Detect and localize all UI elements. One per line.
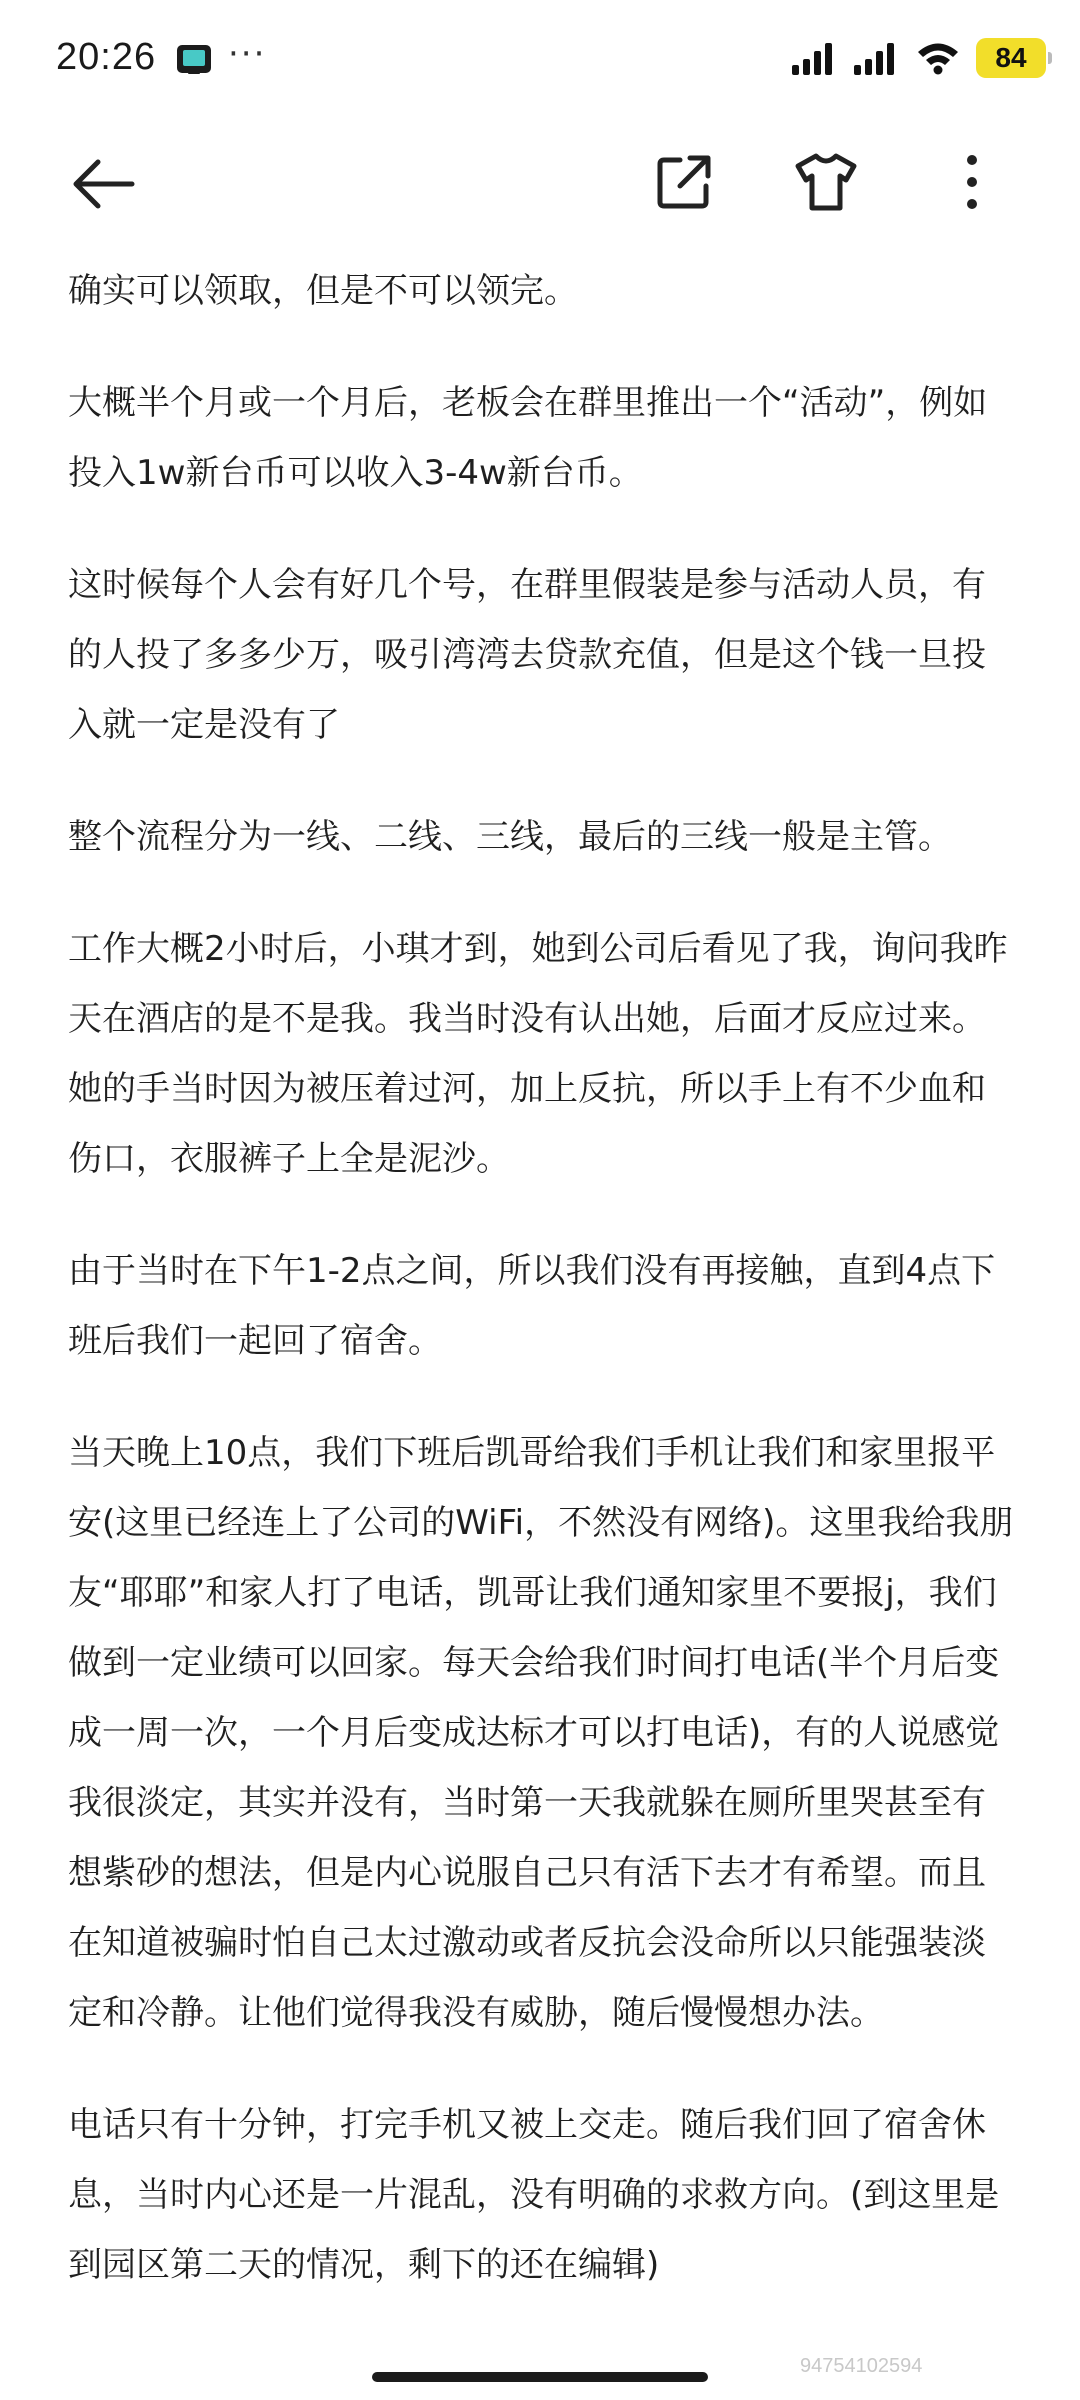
article-body — [68, 256, 1016, 2342]
signal-icon-2 — [854, 41, 900, 75]
share-icon[interactable] — [652, 150, 716, 214]
watermark-text: 94754102594 — [800, 2355, 923, 2377]
theme-shirt-icon[interactable] — [794, 150, 858, 214]
article-paragraph: 这时候每个人会有好几个号，在群里假装是参与活动人员，有的人投了多多少万，吸引湾湾去贷款充值，但是这个钱一旦投入就一定是没有了 — [68, 565, 986, 745]
article-paragraph: 电话只有十分钟，打完手机又被上交走。随后我们回了宿舍休息，当时内心还是一片混乱，没有明确的求救方向。(到这里是到园区第二天的情况，剩下的还在编辑) — [68, 2105, 1000, 2285]
home-indicator[interactable] — [372, 2372, 708, 2382]
article-paragraph: 大概半个月或一个月后，老板会在群里推出一个“活动”，例如投入1w新台币可以收入3-4w新台币。 — [68, 383, 988, 493]
toolbar — [0, 130, 1080, 240]
article-paragraph: 当天晚上10点，我们下班后凯哥给我们手机让我们和家里报平安(这里已经连上了公司的WiFi，不然没有网络)。这里我给我朋友“耶耶”和家人打了电话，凯哥让我们通知家里不要报j，我们做到一定业绩可以回家。每天会给我们时间打电话(半个月后变成一周一次，一个月后变成达标才可以打电话)，有的人说感觉我很淡定，其实并没有，当时第一天我就躲在厕所里哭甚至有想紫砂的想法，但是内心说服自己只有活下去才有希望。而且在知道被骗时怕自己太过激动或者反抗会没命所以只能强装淡定和冷静。让他们觉得我没有威胁，随后慢慢想办法。 — [68, 1433, 1014, 2033]
back-arrow-icon[interactable] — [70, 154, 136, 214]
status-time: 20:26 — [56, 36, 157, 78]
more-vertical-icon[interactable] — [950, 150, 994, 214]
tv-notification-icon — [176, 44, 212, 76]
more-notifications-icon: ··· — [228, 34, 267, 74]
article-paragraph: 确实可以领取，但是不可以领完。 — [68, 271, 578, 311]
status-right-group — [792, 38, 1046, 78]
article-paragraph: 工作大概2小时后，小琪才到，她到公司后看见了我，询问我昨天在酒店的是不是我。我当时没有认出她，后面才反应过来。她的手当时因为被压着过河，加上反抗，所以手上有不少血和伤口，衣服裤子上全是泥沙。 — [68, 929, 1008, 1179]
article-paragraph: 由于当时在下午1-2点之间，所以我们没有再接触，直到4点下班后我们一起回了宿舍。 — [68, 1251, 996, 1361]
status-bar — [0, 0, 1080, 130]
article-paragraph: 整个流程分为一线、二线、三线，最后的三线一般是主管。 — [68, 817, 952, 857]
signal-icon — [792, 41, 838, 75]
wifi-icon — [916, 41, 960, 75]
battery-icon: 84 — [976, 38, 1046, 78]
